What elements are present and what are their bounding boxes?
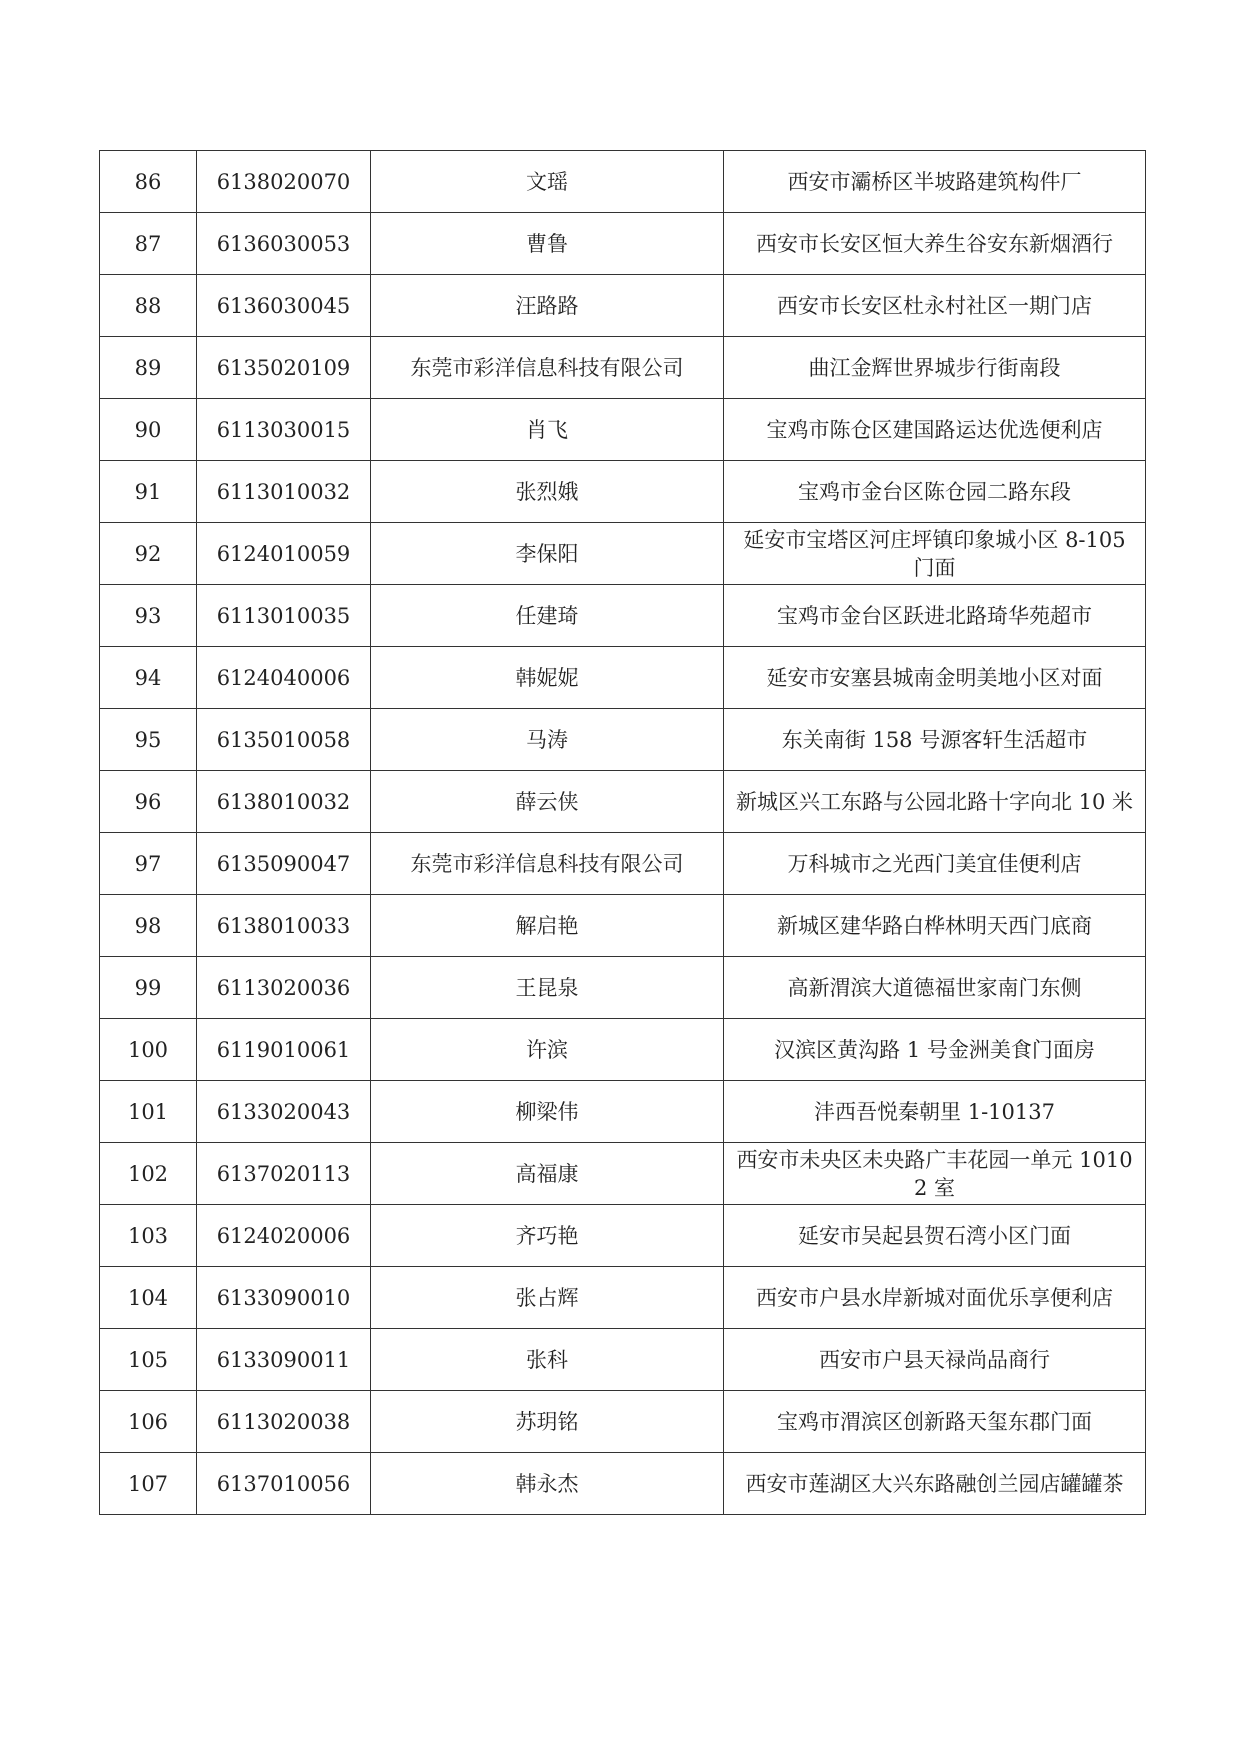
- table-row: [100, 1081, 1146, 1143]
- row-number-cell: 101: [100, 1081, 197, 1143]
- table-row: [100, 1019, 1146, 1081]
- table-row: [100, 709, 1146, 771]
- table-row: [100, 957, 1146, 1019]
- table-row: [100, 1453, 1146, 1515]
- row-number-cell: 97: [100, 833, 197, 895]
- holder-name-cell: 王昆泉: [371, 957, 724, 1019]
- table-row: [100, 399, 1146, 461]
- license-code-cell: 6113020038: [197, 1391, 371, 1453]
- license-code-cell: 6137010056: [197, 1453, 371, 1515]
- license-code-cell: 6138010032: [197, 771, 371, 833]
- address-cell: 万科城市之光西门美宜佳便利店: [724, 833, 1146, 895]
- address-cell: 延安市安塞县城南金明美地小区对面: [724, 647, 1146, 709]
- holder-name-cell: 苏玥铭: [371, 1391, 724, 1453]
- row-number-cell: 87: [100, 213, 197, 275]
- license-code-cell: 6138020070: [197, 151, 371, 213]
- holder-name-cell: 李保阳: [371, 523, 724, 585]
- license-code-cell: 6113010032: [197, 461, 371, 523]
- row-number-cell: 105: [100, 1329, 197, 1391]
- address-cell: 宝鸡市渭滨区创新路天玺东郡门面: [724, 1391, 1146, 1453]
- table-row: [100, 833, 1146, 895]
- holder-name-cell: 东莞市彩洋信息科技有限公司: [371, 833, 724, 895]
- holder-name-cell: 许滨: [371, 1019, 724, 1081]
- table-row: [100, 461, 1146, 523]
- row-number-cell: 92: [100, 523, 197, 585]
- holder-name-cell: 任建琦: [371, 585, 724, 647]
- address-cell: 高新渭滨大道德福世家南门东侧: [724, 957, 1146, 1019]
- table-row: [100, 585, 1146, 647]
- holder-name-cell: 张烈娥: [371, 461, 724, 523]
- license-code-cell: 6113030015: [197, 399, 371, 461]
- address-cell: 汉滨区黄沟路 1 号金洲美食门面房: [724, 1019, 1146, 1081]
- holder-name-cell: 韩永杰: [371, 1453, 724, 1515]
- holder-name-cell: 马涛: [371, 709, 724, 771]
- table-row: [100, 771, 1146, 833]
- row-number-cell: 88: [100, 275, 197, 337]
- holder-name-cell: 文瑶: [371, 151, 724, 213]
- table-row: [100, 213, 1146, 275]
- address-cell: 宝鸡市金台区跃进北路琦华苑超市: [724, 585, 1146, 647]
- holder-name-cell: 柳梁伟: [371, 1081, 724, 1143]
- address-cell: 西安市未央区未央路广丰花园一单元 10102 室: [724, 1143, 1146, 1205]
- holder-name-cell: 曹鲁: [371, 213, 724, 275]
- license-code-cell: 6124020006: [197, 1205, 371, 1267]
- license-code-cell: 6113020036: [197, 957, 371, 1019]
- address-cell: 延安市宝塔区河庄坪镇印象城小区 8-105 门面: [724, 523, 1146, 585]
- table-row: [100, 1267, 1146, 1329]
- holder-name-cell: 张占辉: [371, 1267, 724, 1329]
- table-row: [100, 1329, 1146, 1391]
- table-row: [100, 647, 1146, 709]
- license-code-cell: 6133090010: [197, 1267, 371, 1329]
- address-cell: 西安市长安区恒大养生谷安东新烟酒行: [724, 213, 1146, 275]
- holder-name-cell: 齐巧艳: [371, 1205, 724, 1267]
- address-cell: 西安市莲湖区大兴东路融创兰园店罐罐茶: [724, 1453, 1146, 1515]
- license-code-cell: 6135020109: [197, 337, 371, 399]
- address-cell: 西安市长安区杜永村社区一期门店: [724, 275, 1146, 337]
- table-row: [100, 1143, 1146, 1205]
- address-cell: 宝鸡市金台区陈仓园二路东段: [724, 461, 1146, 523]
- row-number-cell: 96: [100, 771, 197, 833]
- table-row: [100, 275, 1146, 337]
- license-code-cell: 6133090011: [197, 1329, 371, 1391]
- table-row: [100, 151, 1146, 213]
- license-code-cell: 6137020113: [197, 1143, 371, 1205]
- holder-name-cell: 汪路路: [371, 275, 724, 337]
- row-number-cell: 94: [100, 647, 197, 709]
- holder-name-cell: 高福康: [371, 1143, 724, 1205]
- row-number-cell: 86: [100, 151, 197, 213]
- row-number-cell: 89: [100, 337, 197, 399]
- row-number-cell: 93: [100, 585, 197, 647]
- table-row: [100, 1205, 1146, 1267]
- license-code-cell: 6135010058: [197, 709, 371, 771]
- address-cell: 新城区建华路白桦林明天西门底商: [724, 895, 1146, 957]
- address-cell: 新城区兴工东路与公园北路十字向北 10 米: [724, 771, 1146, 833]
- row-number-cell: 107: [100, 1453, 197, 1515]
- address-cell: 宝鸡市陈仓区建国路运达优选便利店: [724, 399, 1146, 461]
- holder-name-cell: 东莞市彩洋信息科技有限公司: [371, 337, 724, 399]
- row-number-cell: 95: [100, 709, 197, 771]
- row-number-cell: 99: [100, 957, 197, 1019]
- row-number-cell: 98: [100, 895, 197, 957]
- address-cell: 延安市吴起县贺石湾小区门面: [724, 1205, 1146, 1267]
- license-code-cell: 6136030045: [197, 275, 371, 337]
- license-code-cell: 6124010059: [197, 523, 371, 585]
- row-number-cell: 100: [100, 1019, 197, 1081]
- holder-name-cell: 张科: [371, 1329, 724, 1391]
- registry-table: [99, 150, 1146, 1515]
- table-row: [100, 895, 1146, 957]
- license-code-cell: 6113010035: [197, 585, 371, 647]
- holder-name-cell: 肖飞: [371, 399, 724, 461]
- address-cell: 西安市灞桥区半坡路建筑构件厂: [724, 151, 1146, 213]
- row-number-cell: 106: [100, 1391, 197, 1453]
- license-code-cell: 6124040006: [197, 647, 371, 709]
- row-number-cell: 91: [100, 461, 197, 523]
- license-code-cell: 6138010033: [197, 895, 371, 957]
- holder-name-cell: 薛云侠: [371, 771, 724, 833]
- row-number-cell: 102: [100, 1143, 197, 1205]
- address-cell: 曲江金辉世界城步行街南段: [724, 337, 1146, 399]
- license-code-cell: 6119010061: [197, 1019, 371, 1081]
- license-code-cell: 6135090047: [197, 833, 371, 895]
- address-cell: 西安市户县天禄尚品商行: [724, 1329, 1146, 1391]
- row-number-cell: 104: [100, 1267, 197, 1329]
- table-row: [100, 1391, 1146, 1453]
- table-row: [100, 523, 1146, 585]
- address-cell: 沣西吾悦秦朝里 1-10137: [724, 1081, 1146, 1143]
- address-cell: 西安市户县水岸新城对面优乐享便利店: [724, 1267, 1146, 1329]
- license-code-cell: 6133020043: [197, 1081, 371, 1143]
- address-cell: 东关南街 158 号源客轩生活超市: [724, 709, 1146, 771]
- holder-name-cell: 解启艳: [371, 895, 724, 957]
- row-number-cell: 90: [100, 399, 197, 461]
- license-code-cell: 6136030053: [197, 213, 371, 275]
- table-body: [100, 151, 1146, 1515]
- table-row: [100, 337, 1146, 399]
- row-number-cell: 103: [100, 1205, 197, 1267]
- holder-name-cell: 韩妮妮: [371, 647, 724, 709]
